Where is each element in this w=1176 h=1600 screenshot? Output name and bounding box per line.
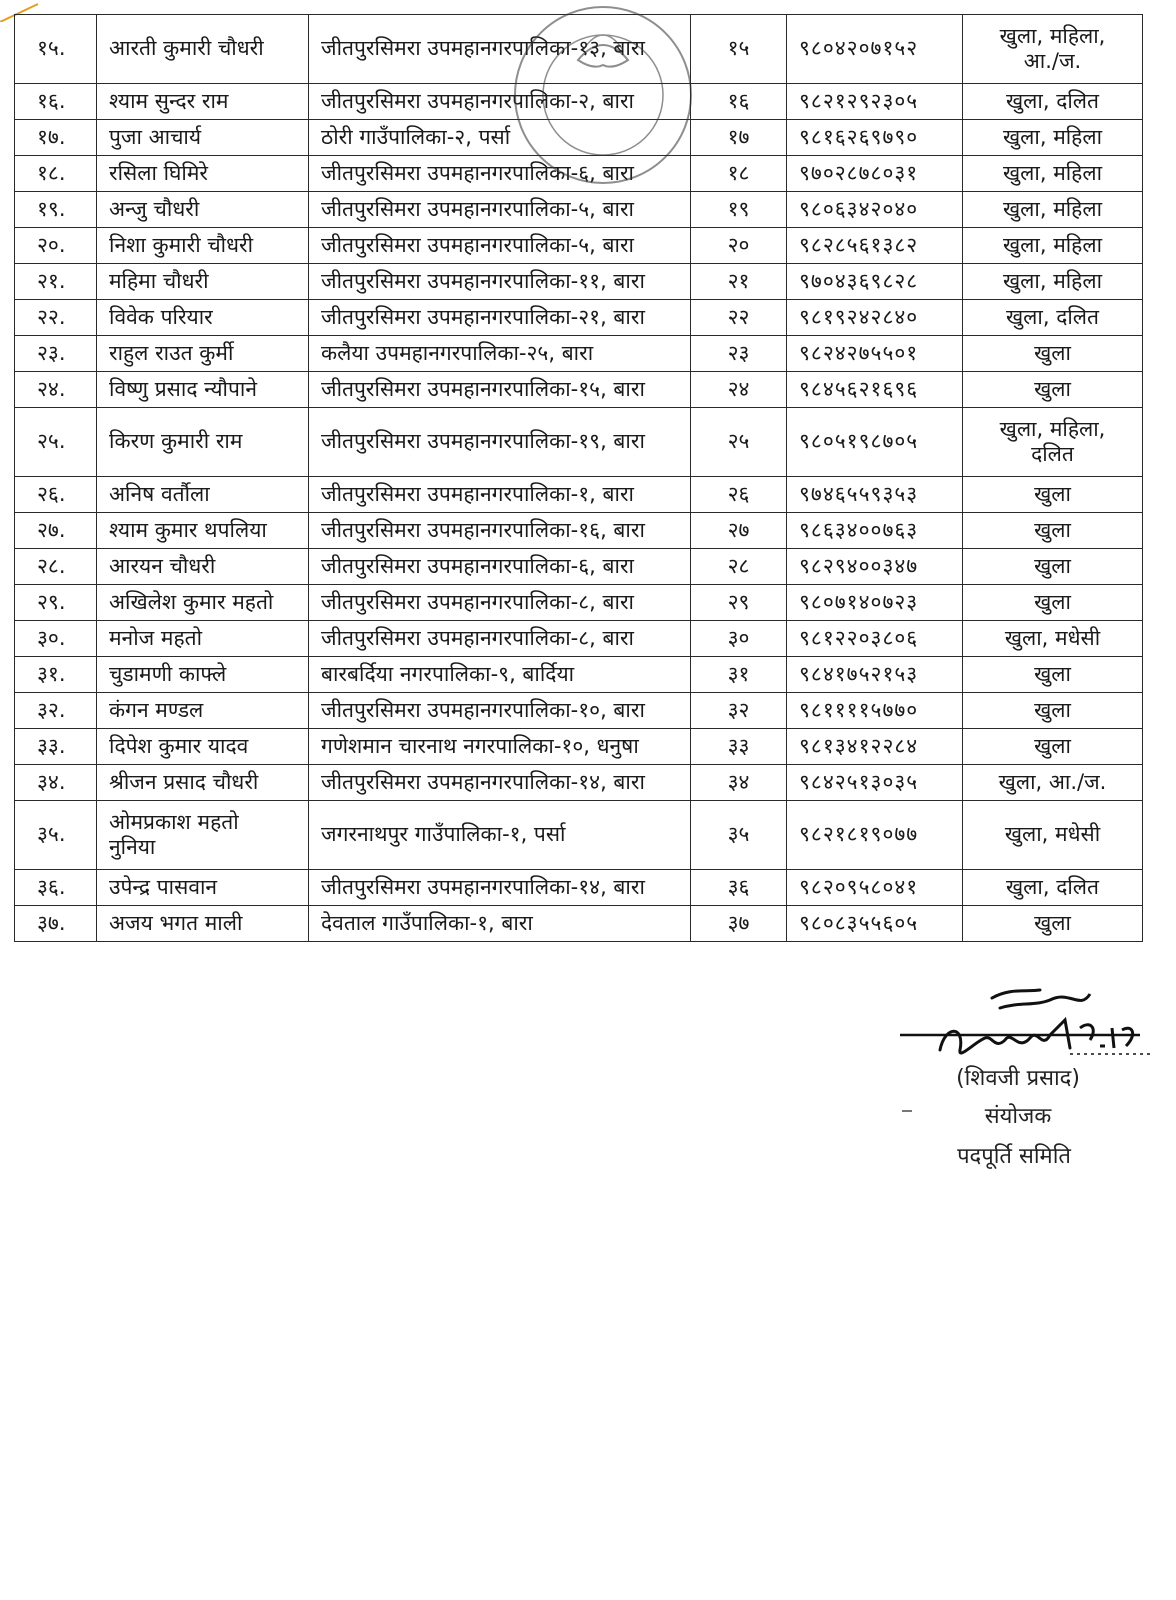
roll-number-cell: ३५ [691,801,787,870]
address-cell: जीतपुरसिमरा उपमहानगरपालिका-१३, बारा [309,15,691,84]
roll-number-cell: २३ [691,336,787,372]
address-cell: जगरनाथपुर गाउँपालिका-१, पर्सा [309,801,691,870]
roll-number-cell: ३२ [691,693,787,729]
phone-number-cell: ९८४५६२१६९६ [787,372,963,408]
candidate-name-cell: किरण कुमारी राम [97,408,309,477]
candidate-table-body [15,15,1143,942]
roll-number-cell: १९ [691,192,787,228]
roll-number-cell: २० [691,228,787,264]
serial-number-cell: २६. [15,477,97,513]
table-row [15,120,1143,156]
candidate-name-cell: उपेन्द्र पासवान [97,870,309,906]
serial-number-cell: १८. [15,156,97,192]
phone-number-cell: ९८६३४००७६३ [787,513,963,549]
candidate-name-cell: अनिष वर्तौला [97,477,309,513]
roll-number-cell: २४ [691,372,787,408]
roll-number-cell: २६ [691,477,787,513]
phone-number-cell: ९८१९२४२८४० [787,300,963,336]
phone-number-cell: ९८१२२०३८०६ [787,621,963,657]
serial-number-cell: ३७. [15,906,97,942]
category-cell: खुला [963,693,1143,729]
phone-number-cell: ९८२४२७५५०१ [787,336,963,372]
category-cell: खुला, दलित [963,870,1143,906]
category-cell: खुला [963,336,1143,372]
category-cell: खुला, महिला [963,228,1143,264]
serial-number-cell: १५. [15,15,97,84]
serial-number-cell: २८. [15,549,97,585]
serial-number-cell: १७. [15,120,97,156]
phone-number-cell: ९८०४२०७१५२ [787,15,963,84]
serial-number-cell: २३. [15,336,97,372]
address-cell: जीतपुरसिमरा उपमहानगरपालिका-८, बारा [309,621,691,657]
table-row [15,513,1143,549]
candidate-name-cell: श्याम सुन्दर राम [97,84,309,120]
candidate-name-cell: राहुल राउत कुर्मी [97,336,309,372]
address-cell: जीतपुरसिमरा उपमहानगरपालिका-६, बारा [309,549,691,585]
roll-number-cell: २९ [691,585,787,621]
serial-number-cell: २०. [15,228,97,264]
phone-number-cell: ९८०६३४२०४० [787,192,963,228]
stray-mark [902,1110,912,1112]
serial-number-cell: १९. [15,192,97,228]
address-cell: जीतपुरसिमरा उपमहानगरपालिका-५, बारा [309,228,691,264]
roll-number-cell: २७ [691,513,787,549]
phone-number-cell: ९८२८५६१३८२ [787,228,963,264]
category-cell: खुला, महिला [963,192,1143,228]
serial-number-cell: २४. [15,372,97,408]
signatory-name: (शिवजी प्रसाद) [956,1066,1080,1091]
category-cell: खुला, मधेसी [963,621,1143,657]
address-cell: जीतपुरसिमरा उपमहानगरपालिका-१४, बारा [309,870,691,906]
roll-number-cell: ३६ [691,870,787,906]
category-cell: खुला [963,906,1143,942]
table-row [15,336,1143,372]
roll-number-cell: ३४ [691,765,787,801]
phone-number-cell: ९८११११५७७० [787,693,963,729]
candidate-name-cell: अखिलेश कुमार महतो [97,585,309,621]
candidate-name-cell: रसिला घिमिरे [97,156,309,192]
phone-number-cell: ९७०२८७८०३१ [787,156,963,192]
candidate-name-cell: अन्जु चौधरी [97,192,309,228]
table-row [15,729,1143,765]
table-row [15,477,1143,513]
candidate-table [14,14,1143,942]
serial-number-cell: ३४. [15,765,97,801]
candidate-name-cell: आरयन चौधरी [97,549,309,585]
candidate-name-cell: पुजा आचार्य [97,120,309,156]
serial-number-cell: २२. [15,300,97,336]
address-cell: जीतपुरसिमरा उपमहानगरपालिका-२१, बारा [309,300,691,336]
committee-name: पदपूर्ति समिति [957,1144,1071,1169]
roll-number-cell: १५ [691,15,787,84]
serial-number-cell: २७. [15,513,97,549]
phone-number-cell: ९८१३४१२२८४ [787,729,963,765]
table-row [15,693,1143,729]
roll-number-cell: १७ [691,120,787,156]
candidate-name-cell: निशा कुमारी चौधरी [97,228,309,264]
phone-number-cell: ९८४२५१३०३५ [787,765,963,801]
serial-number-cell: २१. [15,264,97,300]
phone-number-cell: ९८१६२६९७९० [787,120,963,156]
candidate-name-cell: श्याम कुमार थपलिया [97,513,309,549]
roll-number-cell: ३७ [691,906,787,942]
candidate-name-cell: ओमप्रकाश महतो नुनिया [97,801,309,870]
phone-number-cell: ९७४६५५९३५३ [787,477,963,513]
serial-number-cell: ३०. [15,621,97,657]
address-cell: जीतपुरसिमरा उपमहानगरपालिका-१, बारा [309,477,691,513]
category-cell: खुला, महिला [963,120,1143,156]
candidate-name-cell: महिमा चौधरी [97,264,309,300]
phone-number-cell: ९८२०९५८०४१ [787,870,963,906]
table-row [15,585,1143,621]
address-cell: जीतपुरसिमरा उपमहानगरपालिका-१५, बारा [309,372,691,408]
candidate-name-cell: दिपेश कुमार यादव [97,729,309,765]
address-cell: जीतपुरसिमरा उपमहानगरपालिका-५, बारा [309,192,691,228]
roll-number-cell: ३० [691,621,787,657]
table-row [15,192,1143,228]
table-row [15,801,1143,870]
table-row [15,870,1143,906]
address-cell: कलैया उपमहानगरपालिका-२५, बारा [309,336,691,372]
category-cell: खुला, महिला, दलित [963,408,1143,477]
category-cell: खुला, महिला, आ./ज. [963,15,1143,84]
roll-number-cell: ३३ [691,729,787,765]
category-cell: खुला [963,657,1143,693]
roll-number-cell: ३१ [691,657,787,693]
address-cell: जीतपुरसिमरा उपमहानगरपालिका-१६, बारा [309,513,691,549]
table-row [15,906,1143,942]
candidate-name-cell: मनोज महतो [97,621,309,657]
phone-number-cell: ९८०७१४०७२३ [787,585,963,621]
serial-number-cell: ३६. [15,870,97,906]
category-cell: खुला [963,549,1143,585]
signature [900,980,1150,1070]
serial-number-cell: २५. [15,408,97,477]
phone-number-cell: ९८०५१९८७०५ [787,408,963,477]
category-cell: खुला, आ./ज. [963,765,1143,801]
table-row [15,264,1143,300]
table-row [15,228,1143,264]
candidate-name-cell: विवेक परियार [97,300,309,336]
category-cell: खुला, दलित [963,300,1143,336]
roll-number-cell: २१ [691,264,787,300]
signatory-role: संयोजक [984,1104,1052,1129]
roll-number-cell: १६ [691,84,787,120]
category-cell: खुला [963,585,1143,621]
address-cell: जीतपुरसिमरा उपमहानगरपालिका-१९, बारा [309,408,691,477]
address-cell: ठोरी गाउँपालिका-२, पर्सा [309,120,691,156]
candidate-name-cell: आरती कुमारी चौधरी [97,15,309,84]
phone-number-cell: ९७०४३६९८२८ [787,264,963,300]
table-row [15,15,1143,84]
address-cell: जीतपुरसिमरा उपमहानगरपालिका-६, बारा [309,156,691,192]
table-row [15,84,1143,120]
address-cell: जीतपुरसिमरा उपमहानगरपालिका-११, बारा [309,264,691,300]
category-cell: खुला, महिला [963,264,1143,300]
candidate-name-cell: विष्णु प्रसाद न्यौपाने [97,372,309,408]
candidate-name-cell: चुडामणी काफ्ले [97,657,309,693]
address-cell: जीतपुरसिमरा उपमहानगरपालिका-१४, बारा [309,765,691,801]
table-row [15,408,1143,477]
table-row [15,621,1143,657]
serial-number-cell: ३२. [15,693,97,729]
table-row [15,156,1143,192]
phone-number-cell: ९८४१७५२१५३ [787,657,963,693]
roll-number-cell: २५ [691,408,787,477]
address-cell: देवताल गाउँपालिका-१, बारा [309,906,691,942]
table-row [15,300,1143,336]
candidate-name-cell: कंगन मण्डल [97,693,309,729]
category-cell: खुला, मधेसी [963,801,1143,870]
roll-number-cell: २२ [691,300,787,336]
serial-number-cell: ३५. [15,801,97,870]
address-cell: बारबर्दिया नगरपालिका-९, बार्दिया [309,657,691,693]
table-row [15,372,1143,408]
category-cell: खुला [963,513,1143,549]
table-row [15,765,1143,801]
serial-number-cell: २९. [15,585,97,621]
category-cell: खुला [963,729,1143,765]
serial-number-cell: १६. [15,84,97,120]
address-cell: जीतपुरसिमरा उपमहानगरपालिका-१०, बारा [309,693,691,729]
roll-number-cell: १८ [691,156,787,192]
category-cell: खुला, महिला [963,156,1143,192]
candidate-name-cell: अजय भगत माली [97,906,309,942]
table-row [15,549,1143,585]
category-cell: खुला [963,477,1143,513]
category-cell: खुला [963,372,1143,408]
roll-number-cell: २८ [691,549,787,585]
serial-number-cell: ३१. [15,657,97,693]
phone-number-cell: ९८०८३५५६०५ [787,906,963,942]
phone-number-cell: ९८२९४००३४७ [787,549,963,585]
address-cell: जीतपुरसिमरा उपमहानगरपालिका-२, बारा [309,84,691,120]
address-cell: जीतपुरसिमरा उपमहानगरपालिका-८, बारा [309,585,691,621]
serial-number-cell: ३३. [15,729,97,765]
phone-number-cell: ९८२१२९२३०५ [787,84,963,120]
address-cell: गणेशमान चारनाथ नगरपालिका-१०, धनुषा [309,729,691,765]
category-cell: खुला, दलित [963,84,1143,120]
phone-number-cell: ९८२१८१९०७७ [787,801,963,870]
candidate-name-cell: श्रीजन प्रसाद चौधरी [97,765,309,801]
table-row [15,657,1143,693]
